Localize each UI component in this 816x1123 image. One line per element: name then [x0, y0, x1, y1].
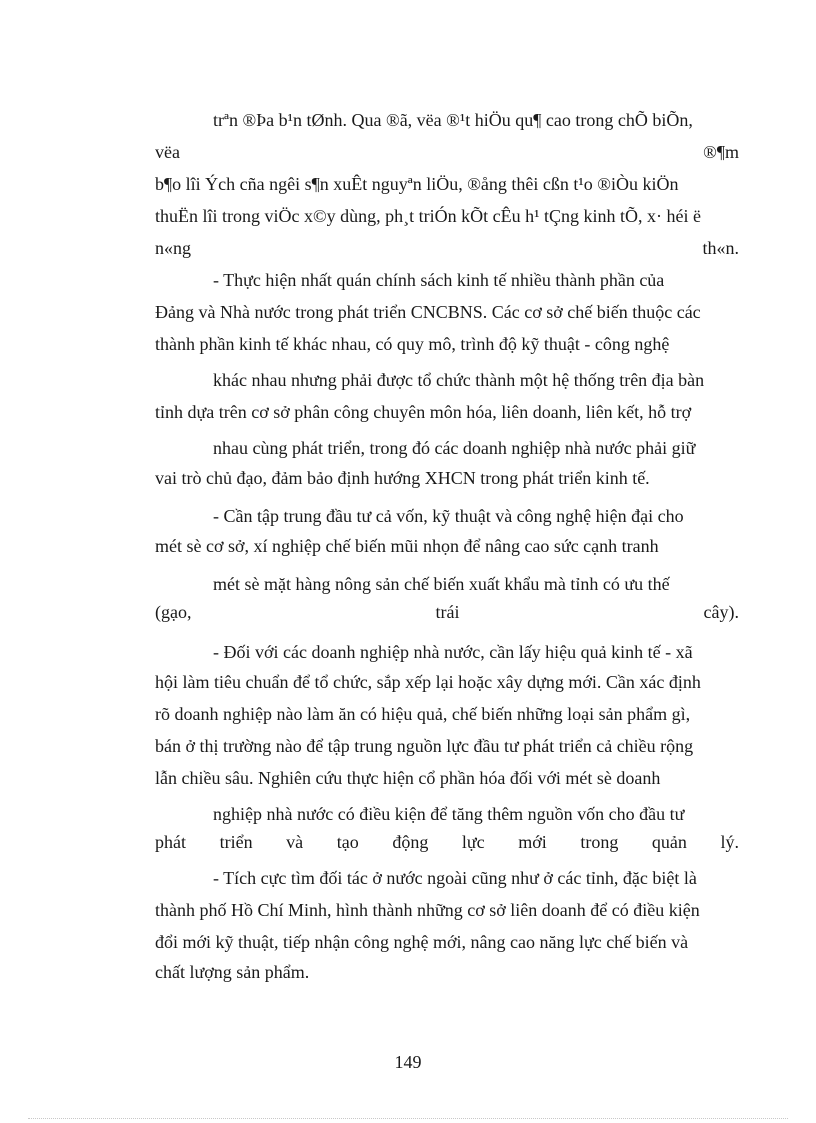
page-number: 149 — [394, 1052, 422, 1072]
word: (gạo, — [155, 602, 192, 622]
word: và — [286, 832, 304, 852]
word: ®¶m — [703, 142, 739, 162]
text-line: - Cần tập trung đầu tư cả vốn, kỹ thuật và công nghệ hiện đại cho — [213, 506, 684, 526]
text-line: lẫn chiều sâu. Nghiên cứu thực hiện cổ phần hóa đối với mét sè doanh — [155, 768, 661, 788]
text-line: mét sè cơ sở, xí nghiệp chế biến mũi nhọn để nâng cao sức cạnh tranh — [155, 536, 659, 556]
word: mới — [518, 832, 547, 852]
word: trong — [580, 832, 619, 852]
text-line-justified — [155, 236, 739, 260]
text-line: thành phố Hồ Chí Minh, hình thành những cơ sở liên doanh để có điều kiện — [155, 900, 700, 920]
text-line: tỉnh dựa trên cơ sở phân công chuyên môn hóa, liên doanh, liên kết, hỗ trợ — [155, 402, 692, 422]
page-bottom-divider — [28, 1118, 788, 1119]
word: triển — [219, 832, 253, 852]
text-line-justified — [155, 600, 739, 624]
word: n«ng — [155, 238, 191, 258]
text-line: rõ doanh nghiệp nào làm ăn có hiệu quả, chế biến những loại sản phẩm gì, — [155, 704, 691, 724]
text-line: thuËn lîi trong viÖc x©y dùng, ph¸t triÓn kÕt cÊu h¹ tÇng kinh tÕ, x· héi ë — [155, 206, 702, 226]
text-line: Đảng và Nhà nước trong phát triển CNCBNS. Các cơ sở chế biến thuộc các — [155, 302, 701, 322]
text-line: nghiệp nhà nước có điều kiện để tăng thêm nguồn vốn cho đầu tư — [213, 804, 685, 824]
text-line: hội làm tiêu chuẩn để tổ chức, sắp xếp lại hoặc xây dựng mới. Cần xác định — [155, 672, 701, 692]
text-line-justified — [155, 140, 739, 164]
text-line: - Thực hiện nhất quán chính sách kinh tế nhiều thành phần của — [213, 270, 665, 290]
text-line: nhau cùng phát triển, trong đó các doanh nghiệp nhà nước phải giữ — [213, 438, 696, 458]
text-line: - Đối với các doanh nghiệp nhà nước, cần lấy hiệu quả kinh tế - xã — [213, 642, 693, 662]
word: động — [392, 832, 429, 852]
word: lực — [461, 832, 485, 852]
text-line: - Tích cực tìm đối tác ở nước ngoài cũng như ở các tỉnh, đặc biệt là — [213, 868, 697, 888]
text-line: thành phần kinh tế khác nhau, có quy mô, trình độ kỹ thuật - công nghệ — [155, 334, 670, 354]
word: phát — [155, 832, 186, 852]
text-line: trªn ®Þa b¹n tØnh. Qua ®ã, vëa ®¹t hiÖu qu¶ cao trong chÕ biÕn, — [213, 110, 693, 130]
word: trái — [435, 602, 460, 622]
text-line: bán ở thị trường nào để tập trung nguồn lực đầu tư phát triển cả chiều rộng — [155, 736, 694, 756]
text-line: mét sè mặt hàng nông sản chế biến xuất khẩu mà tỉnh có ưu thế — [213, 574, 670, 594]
word: quản — [651, 832, 687, 852]
text-line: chất lượng sản phẩm. — [155, 962, 310, 982]
word: tạo — [336, 832, 359, 852]
word: cây). — [703, 602, 739, 622]
text-line: đổi mới kỹ thuật, tiếp nhận công nghệ mới, nâng cao năng lực chế biến và — [155, 932, 689, 952]
text-line: b¶o lîi Ých cña ngêi s¶n xuÊt nguyªn liÖu, ®ång thêi cßn t¹o ®iÒu kiÖn — [155, 174, 679, 194]
text-line: khác nhau nhưng phải được tổ chức thành một hệ thống trên địa bàn — [213, 370, 705, 390]
word: th«n. — [702, 238, 739, 258]
word: vëa — [155, 142, 180, 162]
text-line-justified — [155, 830, 739, 854]
text-line: vai trò chủ đạo, đảm bảo định hướng XHCN trong phát triển kinh tế. — [155, 468, 650, 488]
word: lý. — [720, 832, 739, 852]
